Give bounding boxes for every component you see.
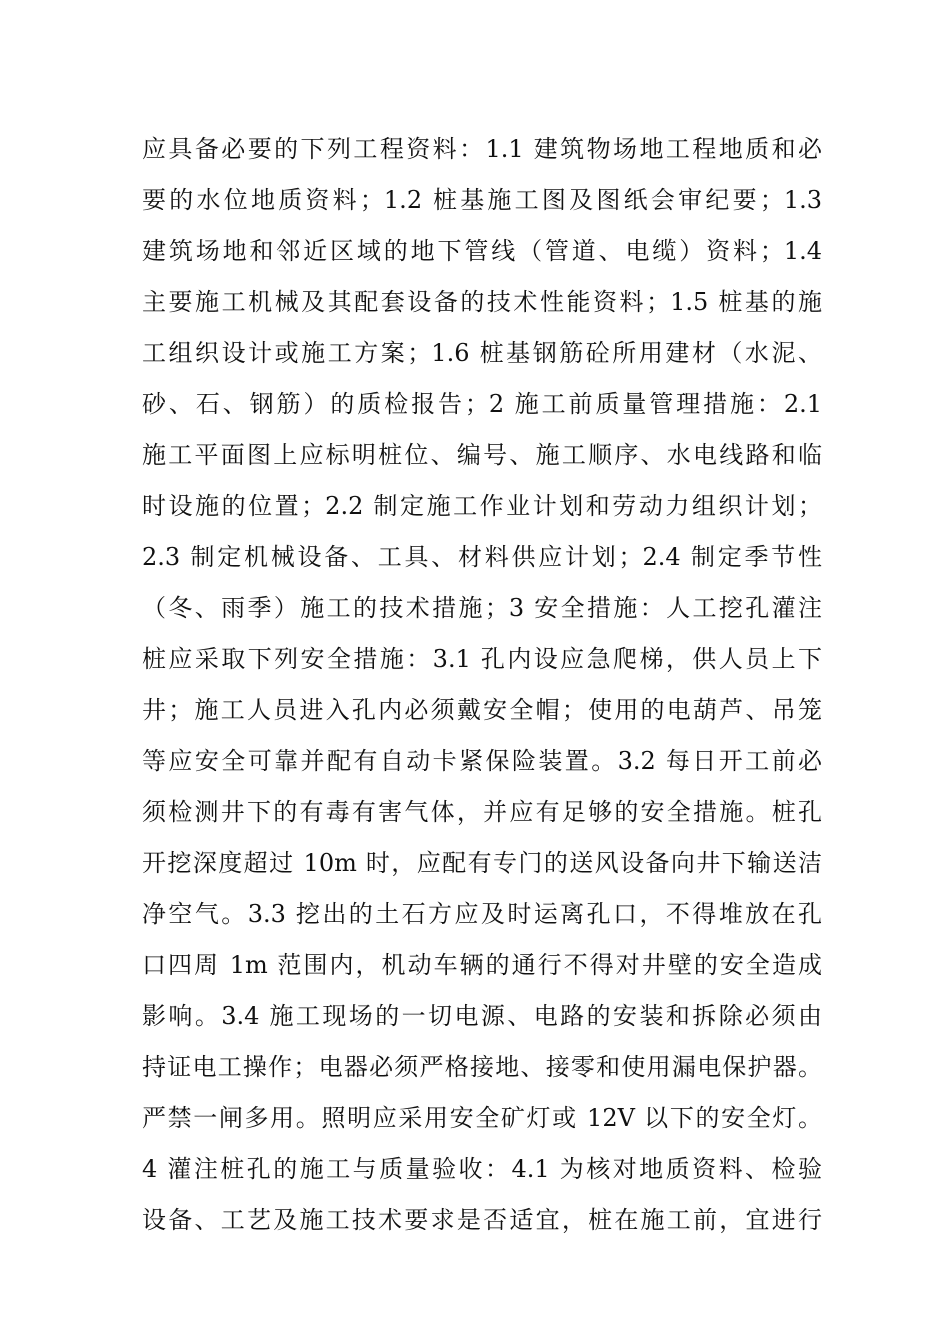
text-line: 影响。3.4 施工现场的一切电源、电路的安装和拆除必须由 (142, 1002, 822, 1030)
text-line: 净空气。3.3 挖出的土石方应及时运离孔口，不得堆放在孔 (142, 900, 822, 928)
text-line: 设备、工艺及施工技术要求是否适宜，桩在施工前，宜进行 (142, 1206, 822, 1234)
text-line: 开挖深度超过 10m 时，应配有专门的送风设备向井下输送洁 (142, 849, 822, 877)
text-line: 时设施的位置；2.2 制定施工作业计划和劳动力组织计划； (142, 492, 822, 520)
text-line: 砂、石、钢筋）的质检报告；2 施工前质量管理措施：2.1 (142, 390, 822, 418)
text-line: 须检测井下的有毒有害气体，并应有足够的安全措施。桩孔 (142, 798, 822, 826)
text-line: 建筑场地和邻近区域的地下管线（管道、电缆）资料；1.4 (142, 237, 822, 265)
text-line: 施工平面图上应标明桩位、编号、施工顺序、水电线路和临 (142, 441, 822, 469)
body-text (142, 124, 822, 1246)
text-line: 应具备必要的下列工程资料：1.1 建筑物场地工程地质和必 (142, 135, 822, 163)
text-line: 持证电工操作；电器必须严格接地、接零和使用漏电保护器。 (142, 1053, 822, 1081)
text-line: 4 灌注桩孔的施工与质量验收：4.1 为核对地质资料、检验 (142, 1155, 822, 1183)
text-line: 等应安全可靠并配有自动卡紧保险装置。3.2 每日开工前必 (142, 747, 822, 775)
text-line: 桩应采取下列安全措施：3.1 孔内设应急爬梯，供人员上下 (142, 645, 822, 673)
text-line: 要的水位地质资料；1.2 桩基施工图及图纸会审纪要；1.3 (142, 186, 822, 214)
text-line: 主要施工机械及其配套设备的技术性能资料；1.5 桩基的施 (142, 288, 822, 316)
text-line: 2.3 制定机械设备、工具、材料供应计划；2.4 制定季节性 (142, 543, 822, 571)
text-line: 井；施工人员进入孔内必须戴安全帽；使用的电葫芦、吊笼 (142, 696, 822, 724)
text-line: 工组织设计或施工方案；1.6 桩基钢筋砼所用建材（水泥、 (142, 339, 822, 367)
text-line: 严禁一闸多用。照明应采用安全矿灯或 12V 以下的安全灯。 (142, 1104, 822, 1132)
text-line: 口四周 1m 范围内，机动车辆的通行不得对井壁的安全造成 (142, 951, 822, 979)
text-line: （冬、雨季）施工的技术措施；3 安全措施：人工挖孔灌注 (142, 594, 822, 622)
